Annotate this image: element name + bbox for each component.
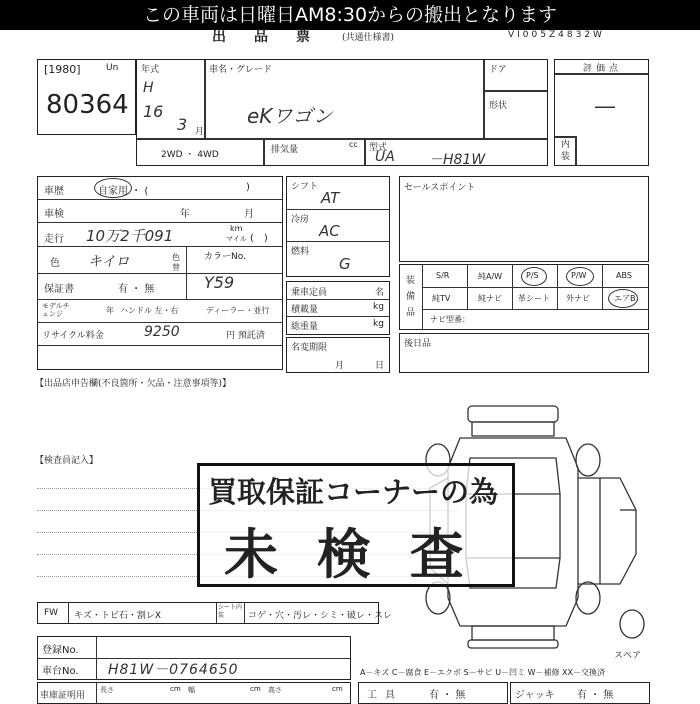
capacity-label: 乗車定員 <box>291 288 328 298</box>
equipment-tv: 純TV <box>432 294 451 303</box>
seat-text: コゲ・穴・汚レ・シミ・破レ・スレ <box>248 611 393 621</box>
vehicle-info-box <box>136 59 548 166</box>
cert-unit-3: cm <box>332 685 343 693</box>
load-unit: kg <box>373 302 384 312</box>
equipment-label: 装備品 <box>406 276 416 318</box>
capacity-box <box>286 281 390 335</box>
fw-row <box>37 602 393 624</box>
car-name-label: 車名・グレード <box>209 65 273 75</box>
fw-label: FW <box>44 608 59 618</box>
inspector-notes-label: 【検査員記入】 <box>35 456 99 466</box>
lot-mark: Un <box>106 63 119 73</box>
warranty-label: 保証書 <box>44 284 74 295</box>
cert-length: 長さ <box>100 686 114 694</box>
mileage-unit-km: km <box>230 224 243 233</box>
aircon-label: 冷房 <box>291 215 310 225</box>
history-circle <box>94 178 132 198</box>
shift-label: シフト <box>291 182 319 192</box>
equipment-pw: P/W <box>571 271 587 280</box>
year-era: H <box>143 80 154 96</box>
banner: この車両は日曜日AM8:30からの搬出となります <box>0 0 700 30</box>
cert-height: 高さ <box>268 686 282 694</box>
stamp-line1: 買取保証コーナーの為 <box>208 475 499 509</box>
post-sticker-label: 後日品 <box>404 339 432 349</box>
damage-legend: A－キズ C－腐食 E－エクボ S－サビ U－凹ミ W－補修 XX－交換済 <box>360 668 606 677</box>
year-month: 3 <box>177 115 188 134</box>
car-name-value: eKワゴン <box>247 104 333 128</box>
mileage-value: 10万2千091 <box>86 227 174 245</box>
tools-options: 有 ・ 無 <box>429 690 466 701</box>
chassis-label: 車台No. <box>42 666 79 677</box>
warranty-options: 有 ・ 無 <box>118 284 155 295</box>
sales-point-box <box>399 176 649 262</box>
equipment-aw: 純A/W <box>478 272 503 281</box>
color-value: キイロ <box>88 254 130 270</box>
equipment-abs: ABS <box>616 271 632 280</box>
name-change-box <box>286 337 390 373</box>
recycle-label: リサイクル料金 <box>42 331 104 341</box>
lot-box <box>37 59 136 135</box>
color-change: 色替 <box>172 253 180 272</box>
mileage-label: 走行 <box>44 234 64 245</box>
score-box <box>554 59 649 166</box>
color-no-value: Y59 <box>204 273 235 292</box>
name-change-month: 月 <box>335 361 345 371</box>
capacity-unit: 名 <box>375 288 385 298</box>
equipment-ext-navi: 外ナビ <box>566 294 590 303</box>
fuel-label: 燃料 <box>291 247 310 257</box>
equipment-ps: P/S <box>526 271 539 280</box>
history-label: 車歴 <box>44 186 64 197</box>
year-year: 16 <box>143 102 164 121</box>
load-label: 積載量 <box>291 305 319 315</box>
sales-point-label: セールスポイント <box>404 183 476 193</box>
post-sticker-box <box>399 333 649 373</box>
equipment-navi: 純ナビ <box>478 294 502 303</box>
name-change-day: 日 <box>375 361 385 371</box>
aircon-value: AC <box>319 222 340 240</box>
cert-unit-1: cm <box>170 685 181 693</box>
spare-label: スペア <box>614 651 642 661</box>
tools-label: 工具 <box>367 690 403 701</box>
equipment-airbag-circle <box>608 289 638 308</box>
year-month-unit: 月 <box>195 127 205 137</box>
name-change-label: 名変期限 <box>291 343 328 353</box>
score-value: ― <box>595 94 615 118</box>
model-value: －H81W <box>429 152 486 168</box>
shape-label: 形状 <box>489 101 508 111</box>
color-label: 色 <box>50 258 60 269</box>
drive-label: 2WD ・ 4WD <box>161 150 219 160</box>
weight-unit: kg <box>373 319 384 329</box>
header-code: VI005Z4832W <box>508 30 605 40</box>
form-title: 出品票 <box>212 29 338 45</box>
equipment-box <box>399 264 649 330</box>
equipment-leather: 革シート <box>518 294 550 303</box>
registration-label: 登録No. <box>42 645 79 656</box>
color-no-label: カラーNo. <box>204 252 246 262</box>
shift-box <box>286 176 390 277</box>
chassis-value: H81W－0764650 <box>108 662 239 678</box>
seller-notes-label: 【出品店申告欄(不良箇所・欠品・注意事項等)】 <box>35 379 232 389</box>
cert-width: 幅 <box>188 686 195 694</box>
equipment-airbag: エアB <box>614 294 636 303</box>
weight-label: 総重量 <box>291 322 319 332</box>
equipment-navi-model: ナビ型番： <box>430 315 470 324</box>
stamp-line2: 未 検 査 <box>224 523 474 586</box>
model-change-dealer: ディーラー・並行 <box>206 306 270 315</box>
mileage-paren: ( ) <box>250 233 268 244</box>
displacement-unit: cc <box>349 140 358 149</box>
form-title-small: (共通仕様書) <box>342 33 395 43</box>
recycle-unit: 円 預託済 <box>226 331 265 341</box>
model-change-handle: ハンドル 左・右 <box>120 306 179 315</box>
interior-label: 内装 <box>561 140 571 162</box>
year-label: 年式 <box>141 65 160 75</box>
inspection-label: 車検 <box>44 209 64 220</box>
equipment-sr: S/R <box>436 271 450 280</box>
jack-label: ジャッキ <box>515 690 555 701</box>
recycle-value: 9250 <box>144 324 180 340</box>
history-close: ) <box>246 182 250 193</box>
lot-tag: [1980] <box>44 63 81 76</box>
inspection-stamp <box>197 463 515 587</box>
shift-value: AT <box>321 189 340 207</box>
model-change-year: 年 <box>106 306 114 315</box>
equipment-ps-circle <box>521 267 547 286</box>
history-box <box>37 176 283 370</box>
history-value: 自家用 ・ ( <box>98 186 149 197</box>
cert-label: 車庫証明用 <box>40 691 86 701</box>
fw-text: キズ・トビ石・割レX <box>74 611 161 621</box>
cert-box <box>37 682 351 704</box>
equipment-pw-circle <box>566 267 594 286</box>
door-label: ドア <box>489 65 507 75</box>
cert-unit-2: cm <box>250 685 261 693</box>
seat-label: シート内装 <box>218 604 243 619</box>
lot-number: 80364 <box>46 90 129 120</box>
model-label: 型式 <box>369 143 388 153</box>
tools-box <box>358 682 508 704</box>
registration-box <box>37 636 351 680</box>
mileage-unit-mile: マイル <box>226 235 247 243</box>
inspection-year-unit: 年 <box>180 209 190 220</box>
model-prefix: UA <box>375 149 395 165</box>
fuel-value: G <box>339 255 351 273</box>
inspection-month-unit: 月 <box>244 209 254 220</box>
jack-options: 有 ・ 無 <box>577 690 614 701</box>
jack-box <box>510 682 650 704</box>
score-label: 評価点 <box>583 64 623 74</box>
displacement-label: 排気量 <box>271 145 299 155</box>
model-change-label: モデルチェンジ <box>42 302 70 318</box>
